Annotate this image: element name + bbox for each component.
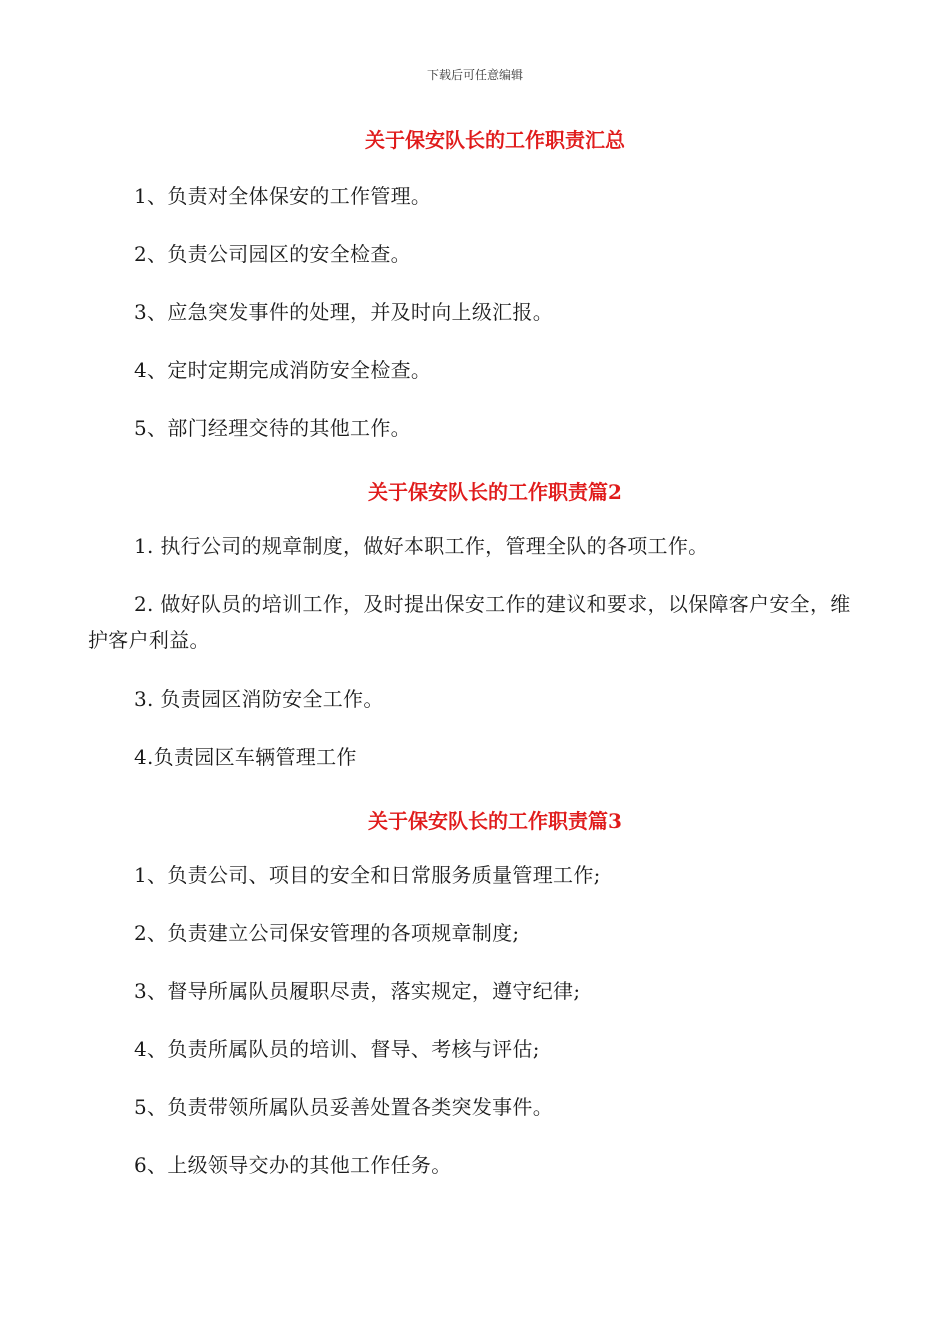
paragraph: 3、应急突发事件的处理，并及时向上级汇报。 [134,300,554,324]
paragraph: 3. 负责园区消防安全工作。 [134,687,384,711]
section-title: 关于保安队长的工作职责篇2 [368,480,622,504]
section-title: 关于保安队长的工作职责汇总 [365,128,625,152]
paragraph: 2、负责建立公司保安管理的各项规章制度; [134,921,520,945]
paragraph: 1、负责公司、项目的安全和日常服务质量管理工作; [134,863,601,887]
paragraph: 5、负责带领所属队员妥善处置各类突发事件。 [134,1095,554,1119]
paragraph: 1. 执行公司的规章制度，做好本职工作，管理全队的各项工作。 [134,534,709,558]
paragraph: 6、上级领导交办的其他工作任务。 [134,1153,452,1177]
paragraph: 2、负责公司园区的安全检查。 [134,242,411,266]
paragraph: 1、负责对全体保安的工作管理。 [134,184,432,208]
paragraph: 3、督导所属队员履职尽责，落实规定，遵守纪律; [134,979,581,1003]
paragraph: 2. 做好队员的培训工作，及时提出保安工作的建议和要求，以保障客户安全，维护客户利益。 [88,592,851,652]
header-note: 下载后可任意编辑 [426,68,523,82]
section-title: 关于保安队长的工作职责篇3 [368,809,622,833]
paragraph: 4.负责园区车辆管理工作 [134,745,357,769]
paragraph: 5、部门经理交待的其他工作。 [134,416,411,440]
paragraph: 4、负责所属队员的培训、督导、考核与评估; [134,1037,540,1061]
paragraph: 4、定时定期完成消防安全检查。 [134,358,432,382]
